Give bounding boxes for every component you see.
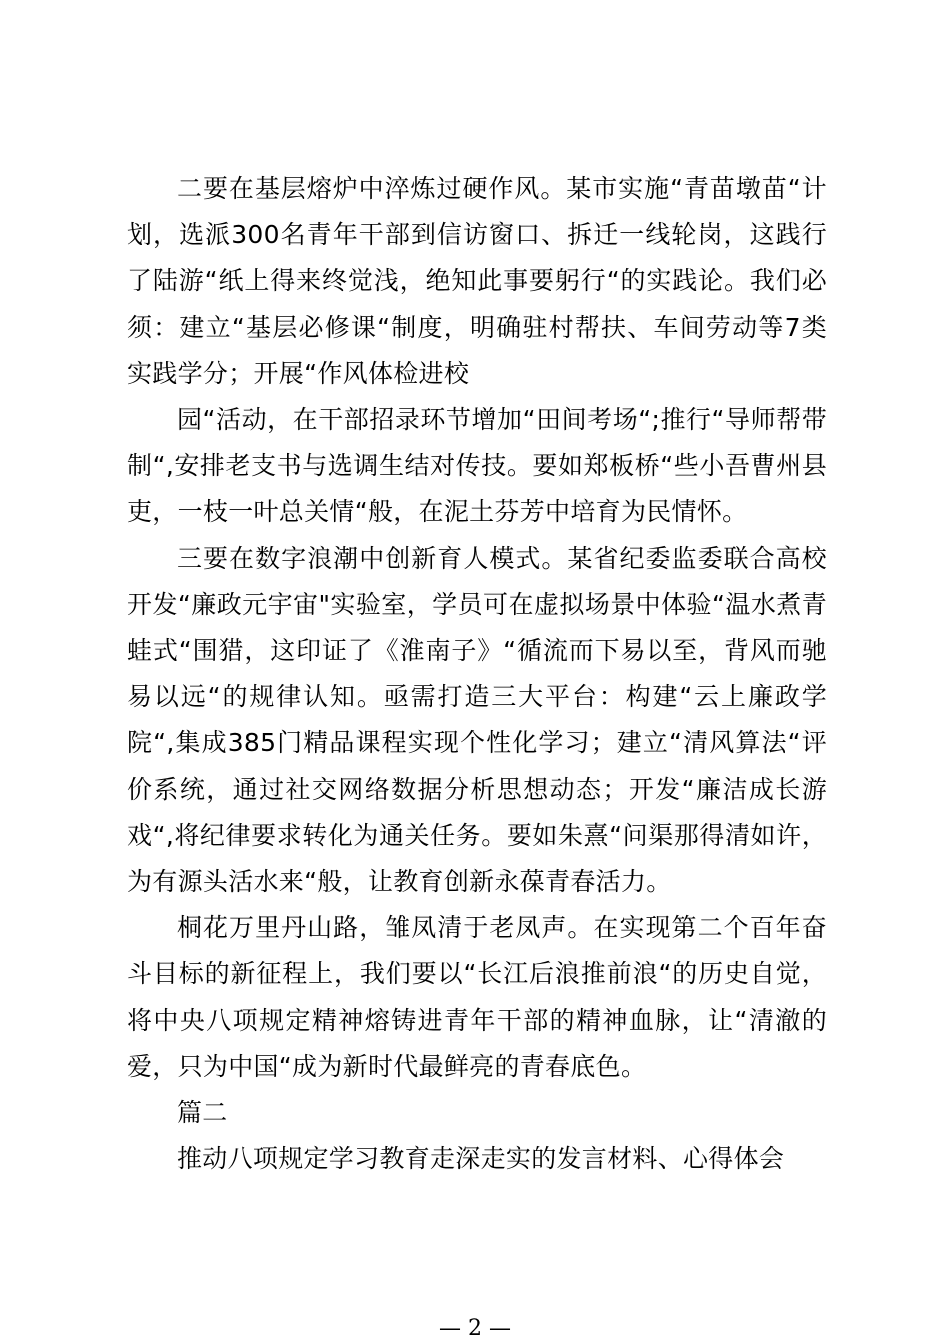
paragraph-digital-education: 三要在数字浪潮中创新育人模式。某省纪委监委联合高校开发“廉政元宇宙"实验室，学员可在虚拟场景中体验“温水煮青蛙式“围猎，这印证了《淮南子》“循流而下易以至，背风而驰易以远“的规律认知。亟需打造三大平台：构建“云上廉政学院“,集成385门精品课程实现个性化学习；建立“清风算法“评价系统，通过社交网络数据分析思想动态；开发“廉洁成长游戏“,将纪律要求转化为通关任务。要如朱熹“问渠那得清如许，为有源头活水来“般，让教育创新永葆青春活力。 bbox=[127, 543, 827, 897]
paragraph-conclusion: 桐花万里丹山路，雏凤清于老凤声。在实现第二个百年奋斗目标的新征程上，我们要以“长江后浪推前浪“的历史自觉，将中央八项规定精神熔铸进青年干部的精神血脉，让“清澈的爱，只为中国“成为新时代最鲜亮的青春底色。 bbox=[127, 913, 827, 1081]
paragraph-grassroots-style: 二要在基层熔炉中淬炼过硬作风。某市实施“青苗墩苗“计划，选派300名青年干部到信访窗口、拆迁一线轮岗，这践行了陆游“纸上得来终觉浅，绝知此事要躬行“的实践论。我们必须：建立“基层必修课“制度，明确驻村帮扶、车间劳动等7类实践学分；开展“作风体检进校 bbox=[127, 174, 827, 388]
section-heading-part-two: 篇二 bbox=[177, 1098, 228, 1128]
page-number: — 2 — bbox=[439, 1316, 511, 1341]
section-title: 推动八项规定学习教育走深走实的发言材料、心得体会 bbox=[177, 1144, 785, 1174]
paragraph-grassroots-style-continued: 园“活动，在干部招录环节增加“田间考场“;推行“导师帮带制“,安排老支书与选调生结对传技。要如郑板桥“些小吾曹州县吏，一枝一叶总关情“般，在泥土芬芳中培育为民情怀。 bbox=[127, 405, 827, 527]
document-body bbox=[127, 166, 827, 1182]
